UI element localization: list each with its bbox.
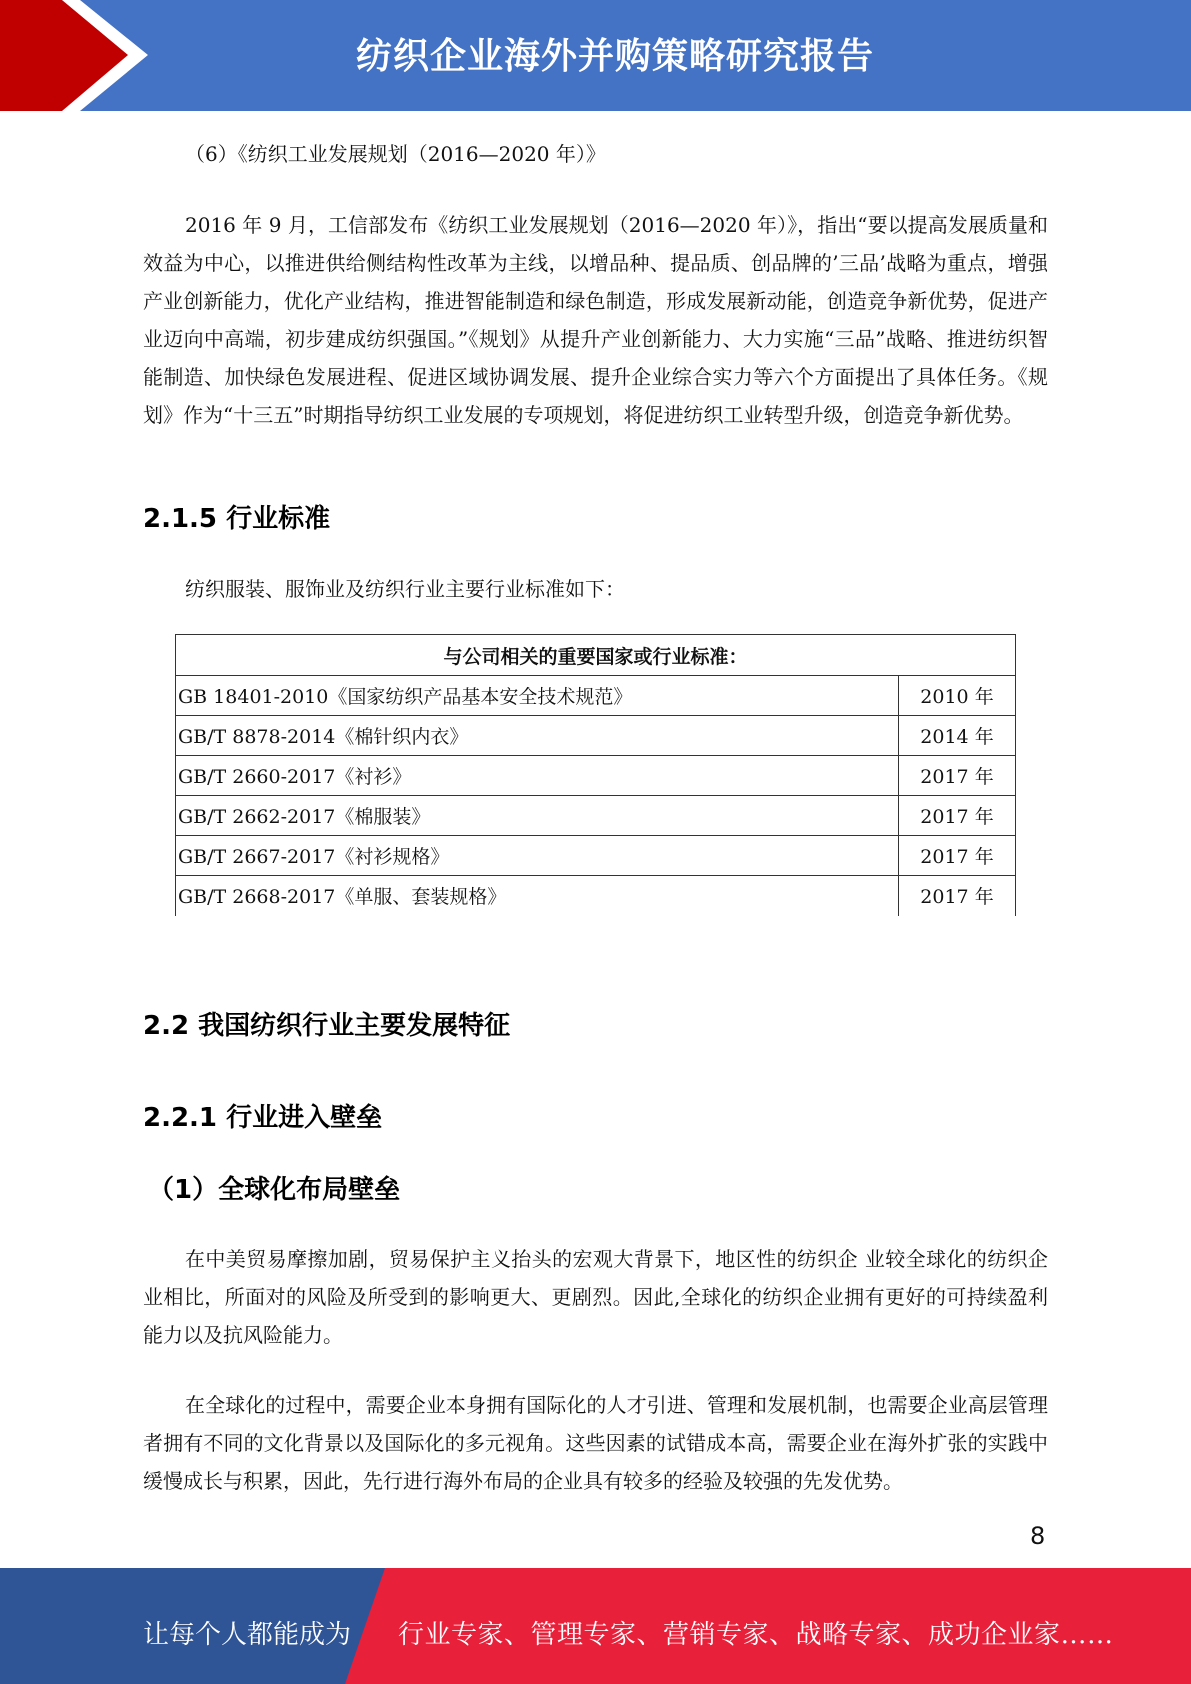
heading-2-2: 2.2 我国纺织行业主要发展特征	[143, 1011, 511, 1041]
report-title: 纺织企业海外并购策略研究报告	[356, 36, 875, 77]
standard-name: GB/T 2668-2017《单服、套装规格》	[176, 876, 899, 916]
table-row	[176, 796, 1016, 836]
standard-year: 2014 年	[899, 716, 1016, 756]
table-row	[176, 756, 1016, 796]
heading-2-2-1: 2.2.1 行业进入壁垒	[143, 1103, 383, 1133]
standard-year: 2017 年	[899, 836, 1016, 876]
standard-year: 2017 年	[899, 756, 1016, 796]
paragraph-plan: 2016 年 9 月，工信部发布《纺织工业发展规划（2016—2020 年）》，指出“要以提高发展质量和效益为中心，以推进供给侧结构性改革为主线，以增品种、提品质、创品牌的’三品’战略为重点，增强产业创新能力，优化产业结构，推进智能制造和绿色制造，形成发展新动能，创造竞争新优势，促进产业迈向中高端，初步建成纺织强国。”《规划》从提升产业创新能力、大力实施“三品”战略、推进纺织智能制造、加快绿色发展进程、促进区域协调发展、提升企业综合实力等六个方面提出了具体任务。《规划》作为“十三五”时期指导纺织工业发展的专项规划，将促进纺织工业转型升级，创造竞争新优势。	[143, 213, 1048, 427]
table-row	[176, 876, 1016, 916]
paragraph-standards-intro: 纺织服装、服饰业及纺织行业主要行业标准如下：	[185, 577, 625, 601]
paragraph-global-2: 在全球化的过程中，需要企业本身拥有国际化的人才引进、管理和发展机制，也需要企业高层管理者拥有不同的文化背景以及国际化的多元视角。这些因素的试错成本高，需要企业在海外扩张的实践中缓慢成长与积累，因此，先行进行海外布局的企业具有较多的经验及较强的先发优势。	[143, 1393, 1048, 1493]
table-row	[176, 716, 1016, 756]
page-number: 8	[1030, 1522, 1046, 1550]
heading-2-1-5: 2.1.5 行业标准	[143, 504, 331, 534]
table-header: 与公司相关的重要国家或行业标准：	[176, 635, 1016, 676]
page-footer	[0, 1568, 1191, 1684]
standard-name: GB/T 2660-2017《衬衫》	[176, 756, 899, 796]
section-item-plan: （6）《纺织工业发展规划（2016—2020 年）》	[185, 142, 606, 166]
standard-name: GB 18401-2010《国家纺织产品基本安全技术规范》	[176, 676, 899, 716]
standard-year: 2010 年	[899, 676, 1016, 716]
standard-year: 2017 年	[899, 876, 1016, 916]
standards-table	[175, 634, 1016, 916]
footer-slogan-right: 行业专家、管理专家、营销专家、战略专家、成功企业家……	[398, 1620, 1114, 1650]
table-row	[176, 836, 1016, 876]
table-header-row	[176, 635, 1016, 676]
standard-name: GB/T 2662-2017《棉服装》	[176, 796, 899, 836]
standard-name: GB/T 8878-2014《棉针织内衣》	[176, 716, 899, 756]
page-header	[0, 0, 1191, 111]
standard-name: GB/T 2667-2017《衬衫规格》	[176, 836, 899, 876]
footer-slogan-left: 让每个人都能成为	[143, 1620, 352, 1650]
standard-year: 2017 年	[899, 796, 1016, 836]
table-row	[176, 676, 1016, 716]
paragraph-global-1: 在中美贸易摩擦加剧，贸易保护主义抬头的宏观大背景下，地区性的纺织企 业较全球化的纺织企业相比，所面对的风险及所受到的影响更大、更剧烈。因此,全球化的纺织企业拥有更好的可持续盈利能力以及抗风险能力。	[143, 1247, 1048, 1347]
heading-global-layout-barrier: （1）全球化布局壁垒	[148, 1175, 401, 1205]
